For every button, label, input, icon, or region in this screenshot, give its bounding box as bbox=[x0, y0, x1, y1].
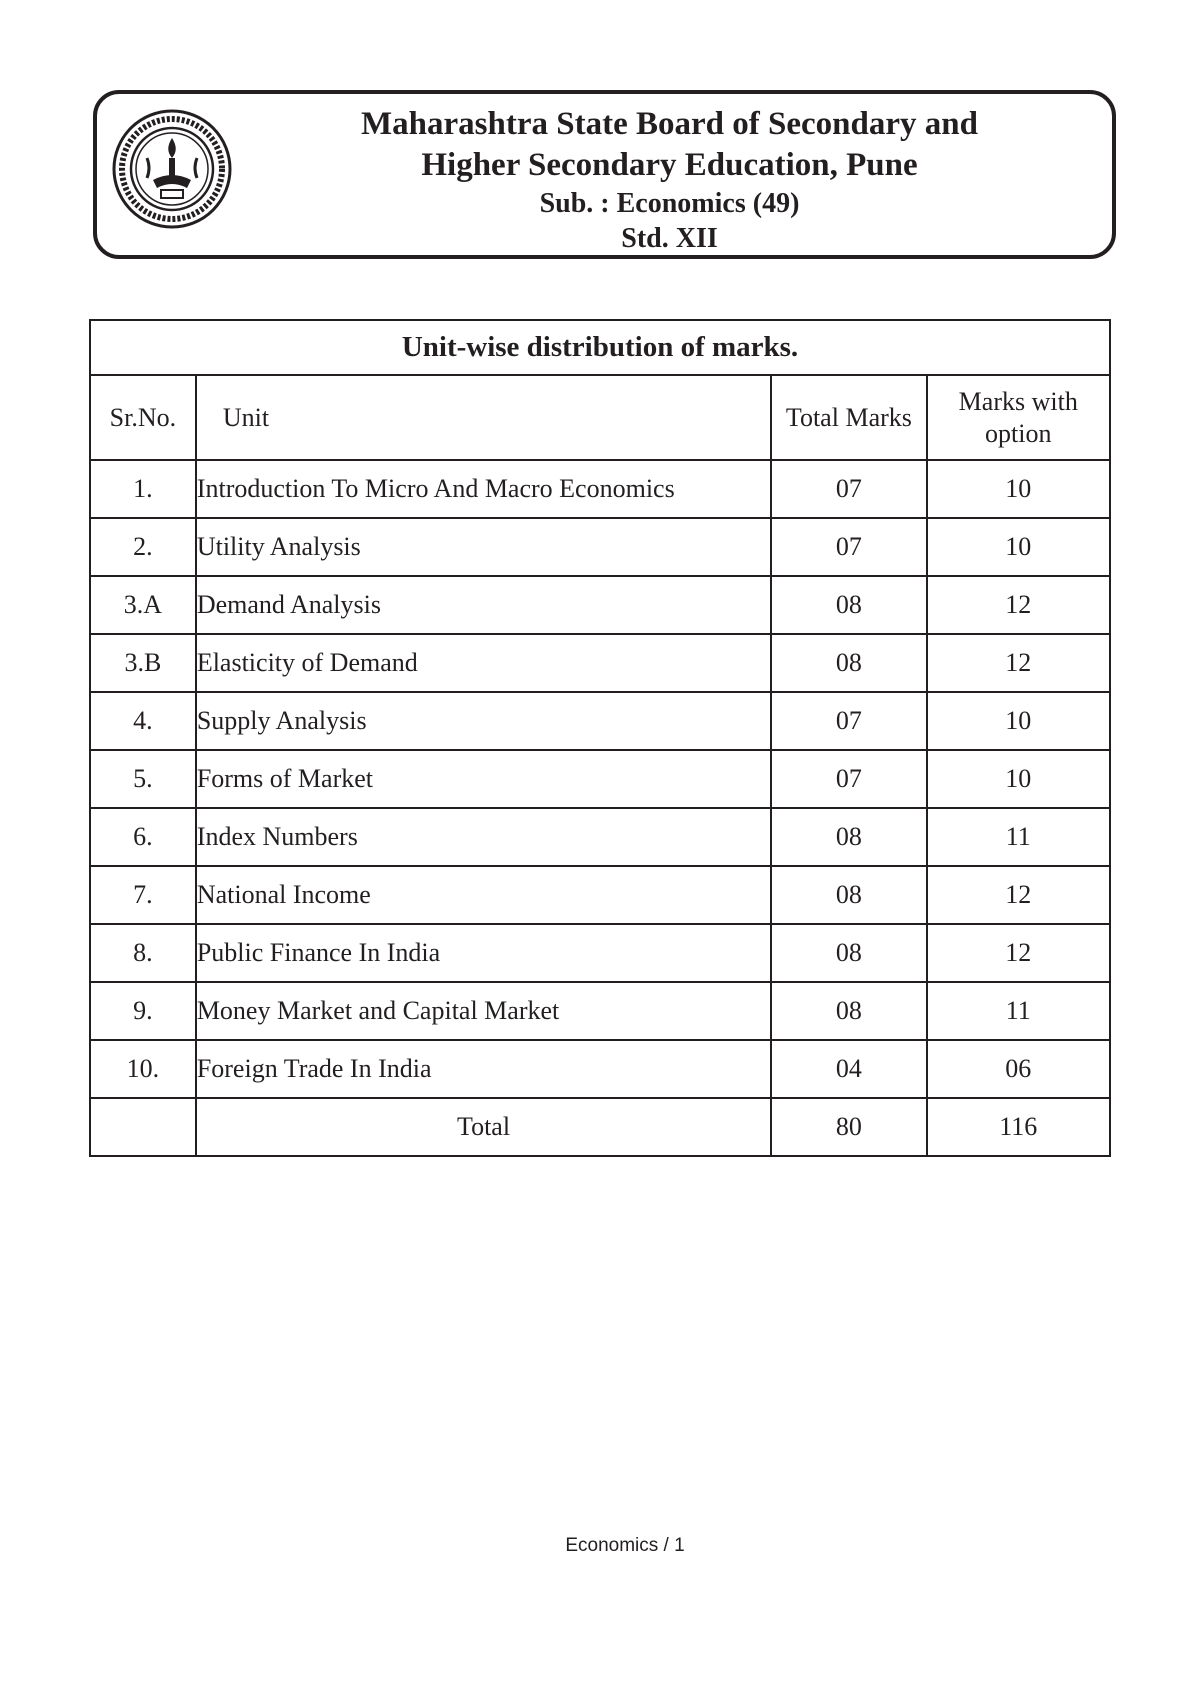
board-name-line1: Maharashtra State Board of Secondary and bbox=[361, 106, 978, 142]
cell-total-marks: 08 bbox=[771, 634, 926, 692]
table-row bbox=[90, 808, 1110, 866]
cell-srno: 6. bbox=[90, 808, 196, 866]
cell-total-marks: 07 bbox=[771, 750, 926, 808]
column-header-srno: Sr.No. bbox=[90, 375, 196, 460]
total-marks-sum: 80 bbox=[771, 1098, 926, 1156]
cell-marks-with-option: 12 bbox=[927, 924, 1111, 982]
table-row bbox=[90, 982, 1110, 1040]
cell-marks-with-option: 06 bbox=[927, 1040, 1111, 1098]
cell-total-marks: 07 bbox=[771, 692, 926, 750]
cell-marks-with-option: 10 bbox=[927, 692, 1111, 750]
cell-unit: Introduction To Micro And Macro Economics bbox=[196, 460, 771, 518]
cell-srno: 7. bbox=[90, 866, 196, 924]
table-row bbox=[90, 634, 1110, 692]
cell-marks-with-option: 10 bbox=[927, 518, 1111, 576]
cell-marks-with-option: 11 bbox=[927, 808, 1111, 866]
total-label: Total bbox=[196, 1098, 771, 1156]
cell-marks-with-option: 12 bbox=[927, 576, 1111, 634]
cell-total-marks: 07 bbox=[771, 460, 926, 518]
cell-total-marks: 08 bbox=[771, 866, 926, 924]
cell-srno: 10. bbox=[90, 1040, 196, 1098]
cell-marks-with-option: 12 bbox=[927, 866, 1111, 924]
marks-with-option-sum: 116 bbox=[927, 1098, 1111, 1156]
cell-unit: Public Finance In India bbox=[196, 924, 771, 982]
column-header-unit: Unit bbox=[196, 375, 771, 460]
header-box bbox=[93, 90, 1116, 259]
cell-unit: Index Numbers bbox=[196, 808, 771, 866]
cell-marks-with-option: 11 bbox=[927, 982, 1111, 1040]
table-row bbox=[90, 518, 1110, 576]
column-header-marks-with-option: Marks with option bbox=[927, 375, 1111, 460]
marks-distribution-table bbox=[89, 319, 1111, 1157]
cell-marks-with-option: 10 bbox=[927, 460, 1111, 518]
cell-unit: Supply Analysis bbox=[196, 692, 771, 750]
cell-unit: Demand Analysis bbox=[196, 576, 771, 634]
cell-unit: Utility Analysis bbox=[196, 518, 771, 576]
cell-total-marks: 08 bbox=[771, 808, 926, 866]
board-name-line2: Higher Secondary Education, Pune bbox=[421, 147, 918, 183]
cell-total-marks: 08 bbox=[771, 576, 926, 634]
page-footer: Economics / 1 bbox=[565, 1535, 685, 1556]
column-header-total-marks: Total Marks bbox=[771, 375, 926, 460]
table-row bbox=[90, 460, 1110, 518]
cell-total-marks: 04 bbox=[771, 1040, 926, 1098]
cell-srno: 4. bbox=[90, 692, 196, 750]
total-srno-blank bbox=[90, 1098, 196, 1156]
cell-total-marks: 07 bbox=[771, 518, 926, 576]
header-title-block bbox=[247, 104, 1092, 256]
cell-unit: National Income bbox=[196, 866, 771, 924]
cell-srno: 2. bbox=[90, 518, 196, 576]
table-header-row bbox=[90, 375, 1110, 460]
table-row bbox=[90, 1040, 1110, 1098]
table-row bbox=[90, 866, 1110, 924]
table-row bbox=[90, 692, 1110, 750]
subject-title: Sub. : Economics (49) bbox=[539, 188, 800, 219]
cell-total-marks: 08 bbox=[771, 982, 926, 1040]
table-row bbox=[90, 924, 1110, 982]
cell-srno: 3.A bbox=[90, 576, 196, 634]
cell-unit: Foreign Trade In India bbox=[196, 1040, 771, 1098]
cell-unit: Forms of Market bbox=[196, 750, 771, 808]
cell-unit: Elasticity of Demand bbox=[196, 634, 771, 692]
cell-unit: Money Market and Capital Market bbox=[196, 982, 771, 1040]
cell-total-marks: 08 bbox=[771, 924, 926, 982]
cell-marks-with-option: 12 bbox=[927, 634, 1111, 692]
table-row bbox=[90, 750, 1110, 808]
cell-srno: 3.B bbox=[90, 634, 196, 692]
cell-srno: 5. bbox=[90, 750, 196, 808]
table-caption: Unit-wise distribution of marks. bbox=[90, 320, 1110, 375]
total-row bbox=[90, 1098, 1110, 1156]
cell-srno: 8. bbox=[90, 924, 196, 982]
standard-title: Std. XII bbox=[621, 223, 718, 254]
board-seal-icon bbox=[111, 108, 233, 230]
cell-marks-with-option: 10 bbox=[927, 750, 1111, 808]
table-row bbox=[90, 576, 1110, 634]
cell-srno: 1. bbox=[90, 460, 196, 518]
cell-srno: 9. bbox=[90, 982, 196, 1040]
